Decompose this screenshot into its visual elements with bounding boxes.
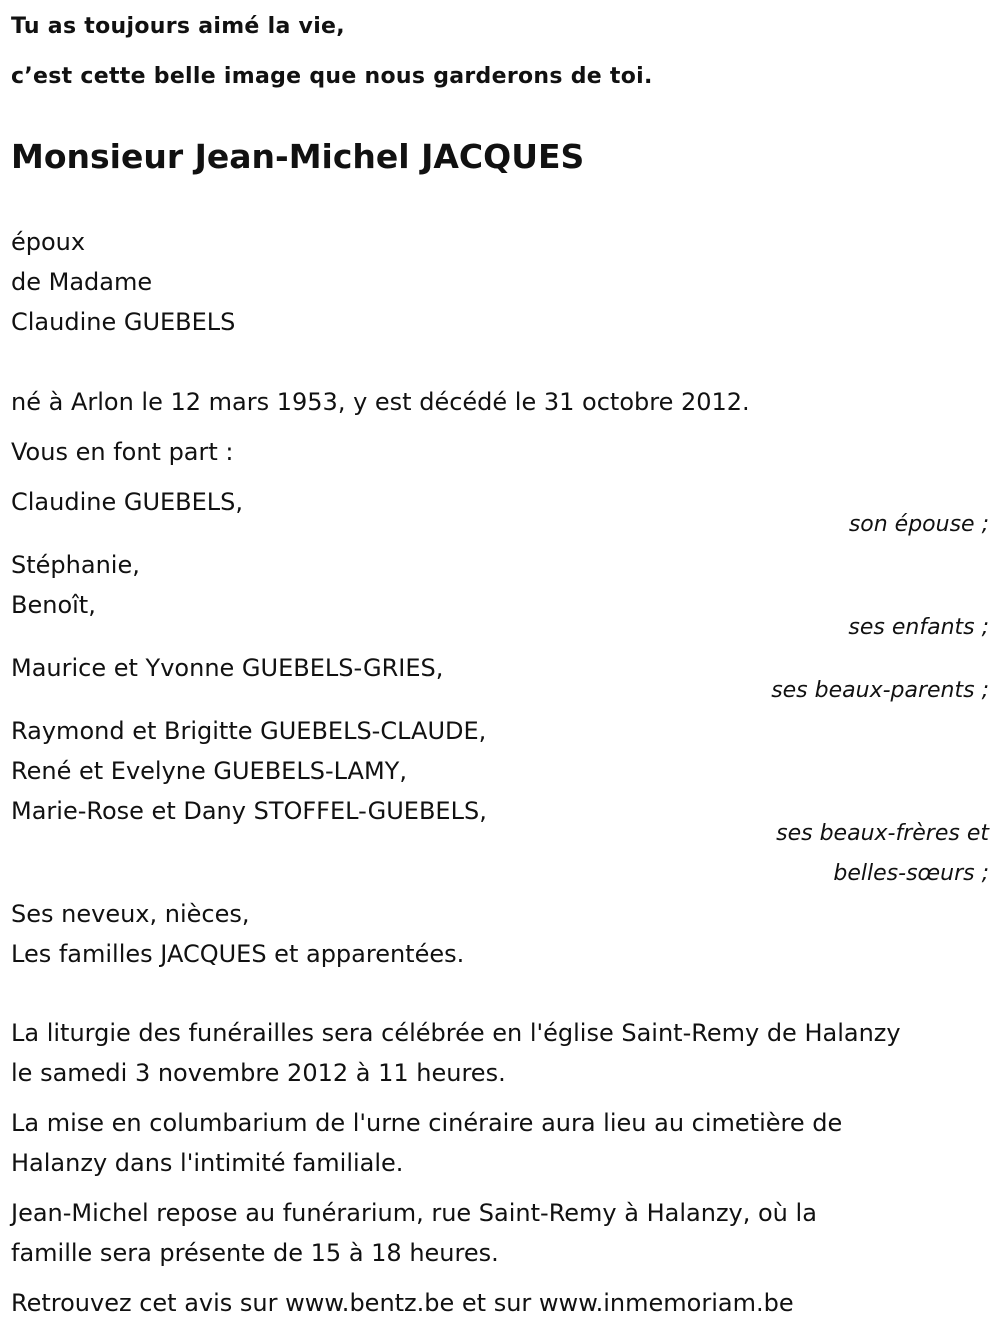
family-name-line: Maurice et Yvonne GUEBELS-GRIES, xyxy=(11,654,444,682)
epitaph-line: Tu as toujours aimé la vie, xyxy=(11,14,345,39)
family-relation xyxy=(848,608,989,648)
funeral-info xyxy=(11,1013,901,1093)
spouse-line: époux xyxy=(11,228,86,256)
family-name-line: Raymond et Brigitte GUEBELS-CLAUDE, xyxy=(11,717,487,745)
deceased-name: Monsieur Jean-Michel JACQUES xyxy=(11,137,585,176)
family-name-line: René et Evelyne GUEBELS-LAMY, xyxy=(11,757,407,785)
family-relation xyxy=(771,671,989,711)
relation-line: son épouse ; xyxy=(848,512,989,537)
relation-line: ses beaux-frères et xyxy=(776,821,989,846)
relation-line: ses beaux-parents ; xyxy=(771,678,989,703)
family-name-line: Marie-Rose et Dany STOFFEL-GUEBELS, xyxy=(11,797,487,825)
columbarium-info xyxy=(11,1103,842,1183)
spouse-of xyxy=(11,222,235,342)
others-line: Les familles JACQUES et apparentées. xyxy=(11,940,465,968)
epitaph xyxy=(11,2,653,102)
columbarium-line: Halanzy dans l'intimité familiale. xyxy=(11,1149,404,1177)
family-relation xyxy=(849,505,989,545)
family-relation xyxy=(776,814,989,894)
visitation-line: Jean-Michel repose au funérarium, rue Saint-Remy à Halanzy, où la xyxy=(11,1199,817,1227)
family-names xyxy=(11,545,140,625)
visitation-line: famille sera présente de 15 à 18 heures. xyxy=(11,1239,499,1267)
spouse-line: de Madame xyxy=(11,268,153,296)
funeral-line: le samedi 3 novembre 2012 à 11 heures. xyxy=(11,1059,506,1087)
family-names xyxy=(11,648,443,688)
birth-death: né à Arlon le 12 mars 1953, y est décédé le 31 octobre 2012. xyxy=(11,388,750,416)
family-names xyxy=(11,711,487,831)
family-name-line: Claudine GUEBELS, xyxy=(11,488,244,516)
spouse-line: Claudine GUEBELS xyxy=(11,308,236,336)
announcement: Vous en font part : xyxy=(11,438,234,466)
relation-line: belles-sœurs ; xyxy=(833,861,989,886)
family-names xyxy=(11,482,243,522)
visitation-info xyxy=(11,1193,817,1273)
epitaph-line: c’est cette belle image que nous garderons de toi. xyxy=(11,64,653,89)
columbarium-line: La mise en columbarium de l'urne cinéraire aura lieu au cimetière de xyxy=(11,1109,843,1137)
relation-line: ses enfants ; xyxy=(848,615,989,640)
family-name-line: Benoît, xyxy=(11,591,96,619)
others xyxy=(11,894,464,974)
footer-note: Retrouvez cet avis sur www.bentz.be et sur www.inmemoriam.be xyxy=(11,1289,794,1317)
others-line: Ses neveux, nièces, xyxy=(11,900,250,928)
funeral-line: La liturgie des funérailles sera célébrée en l'église Saint-Remy de Halanzy xyxy=(11,1019,901,1047)
family-name-line: Stéphanie, xyxy=(11,551,140,579)
